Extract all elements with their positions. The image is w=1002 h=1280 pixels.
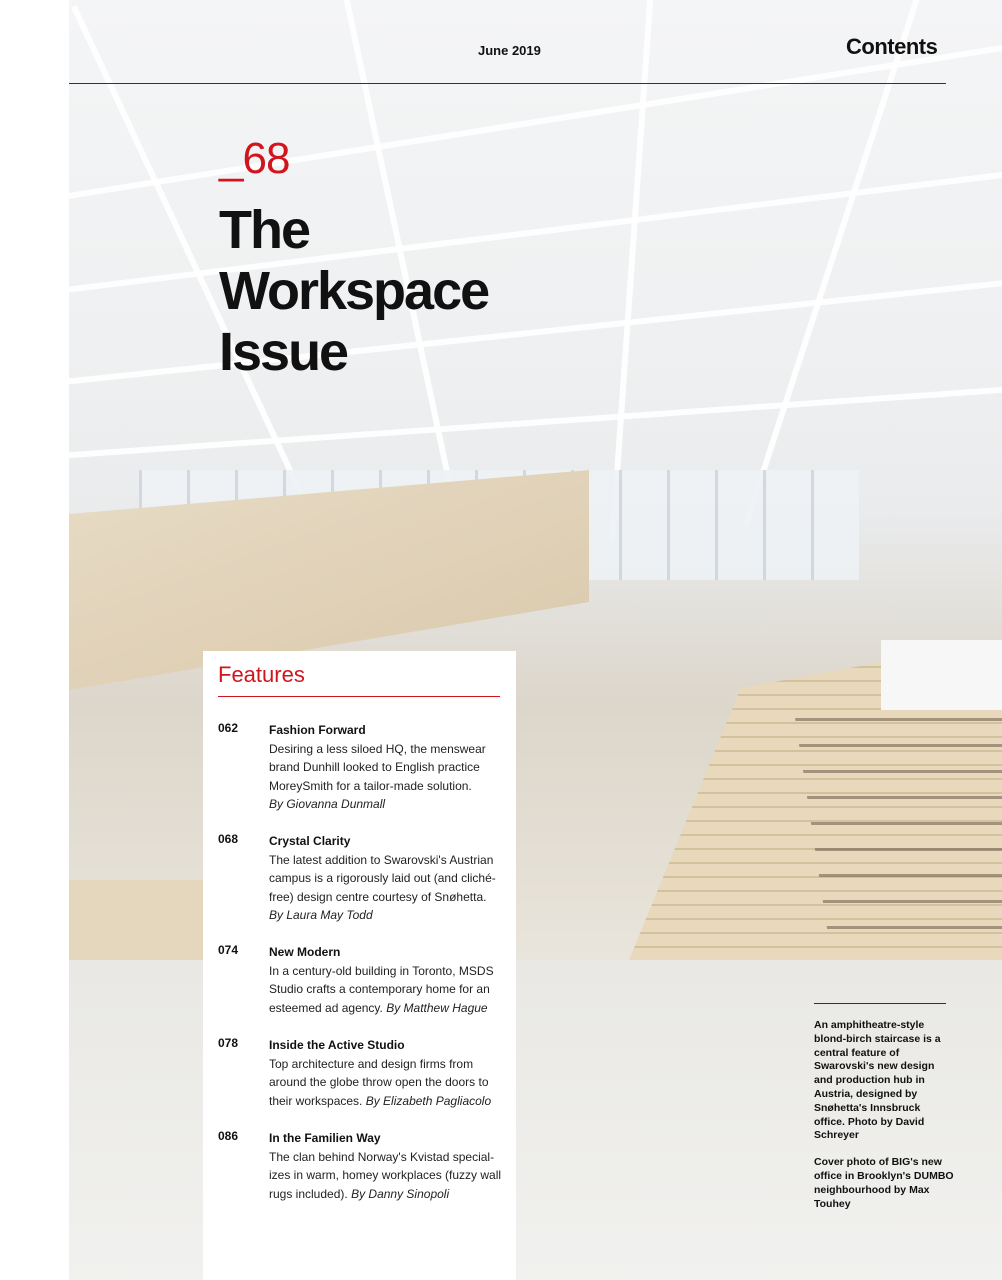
features-heading: Features xyxy=(218,662,305,687)
section-title: Contents xyxy=(846,34,938,59)
feature-description: The latest addition to Swarovski's Austrian campus is a rigorously laid out (and cliché-free) design centre courtesy of Snøhetta. xyxy=(269,852,496,904)
issue-title-line: The xyxy=(219,200,310,260)
feature-description: Desiring a less siloed HQ, the menswear brand Dunhill looked to English practice MoreySmith for a tailor-made solution. xyxy=(269,741,486,793)
feature-description: The clan behind Norway's Kvistad special-izes in warm, homey workplaces (fuzzy wall rugs included). xyxy=(269,1149,502,1201)
issue-title xyxy=(219,200,488,383)
feature-title[interactable]: Fashion Forward xyxy=(269,723,366,737)
feature-page-number: 074 xyxy=(218,943,239,957)
feature-byline: By Elizabeth Pagliacolo xyxy=(365,1093,492,1108)
feature-byline: By Laura May Todd xyxy=(269,908,373,923)
feature-byline: By Matthew Hague xyxy=(386,1000,488,1015)
feature-title[interactable]: In the Familien Way xyxy=(269,1131,381,1145)
feature-page-number: 068 xyxy=(218,832,239,846)
ceiling-coffers xyxy=(69,0,1002,520)
feature-page-number: 086 xyxy=(218,1129,239,1143)
photo-caption xyxy=(814,1019,954,1224)
issue-date: June 2019 xyxy=(478,43,541,58)
photo-caption-text: An amphitheatre-style blond-birch staircase is a central feature of Swarovski's new design and production hub in Austria, designed by Snøhetta's Innsbruck office. Photo by David Schreyer xyxy=(814,1019,941,1142)
feature-description: In a century-old building in Toronto, MSDS Studio crafts a contemporary home for an esteemed ad agency. xyxy=(269,963,494,1015)
issue-title-line: Issue xyxy=(219,322,348,382)
feature-title[interactable]: Inside the Active Studio xyxy=(269,1038,405,1052)
feature-page-number: 062 xyxy=(218,721,239,735)
projection-screen xyxy=(881,640,1002,710)
caption-rule xyxy=(814,1003,946,1004)
feature-page-number: 078 xyxy=(218,1036,239,1050)
feature-byline: By Danny Sinopoli xyxy=(351,1186,450,1201)
cover-caption-text: Cover photo of BIG's new office in Brooklyn's DUMBO neighbourhood by Max Touhey xyxy=(814,1156,954,1210)
feature-title[interactable]: New Modern xyxy=(269,945,341,959)
feature-description: Top architecture and design firms from around the globe throw open the doors to their workspaces. xyxy=(269,1056,489,1108)
issue-number: _68 xyxy=(219,134,290,183)
feature-title[interactable]: Crystal Clarity xyxy=(269,834,351,848)
features-rule xyxy=(218,696,500,697)
issue-title-line: Workspace xyxy=(219,261,489,321)
header-rule xyxy=(69,83,946,84)
feature-byline: By Giovanna Dunmall xyxy=(269,797,386,812)
